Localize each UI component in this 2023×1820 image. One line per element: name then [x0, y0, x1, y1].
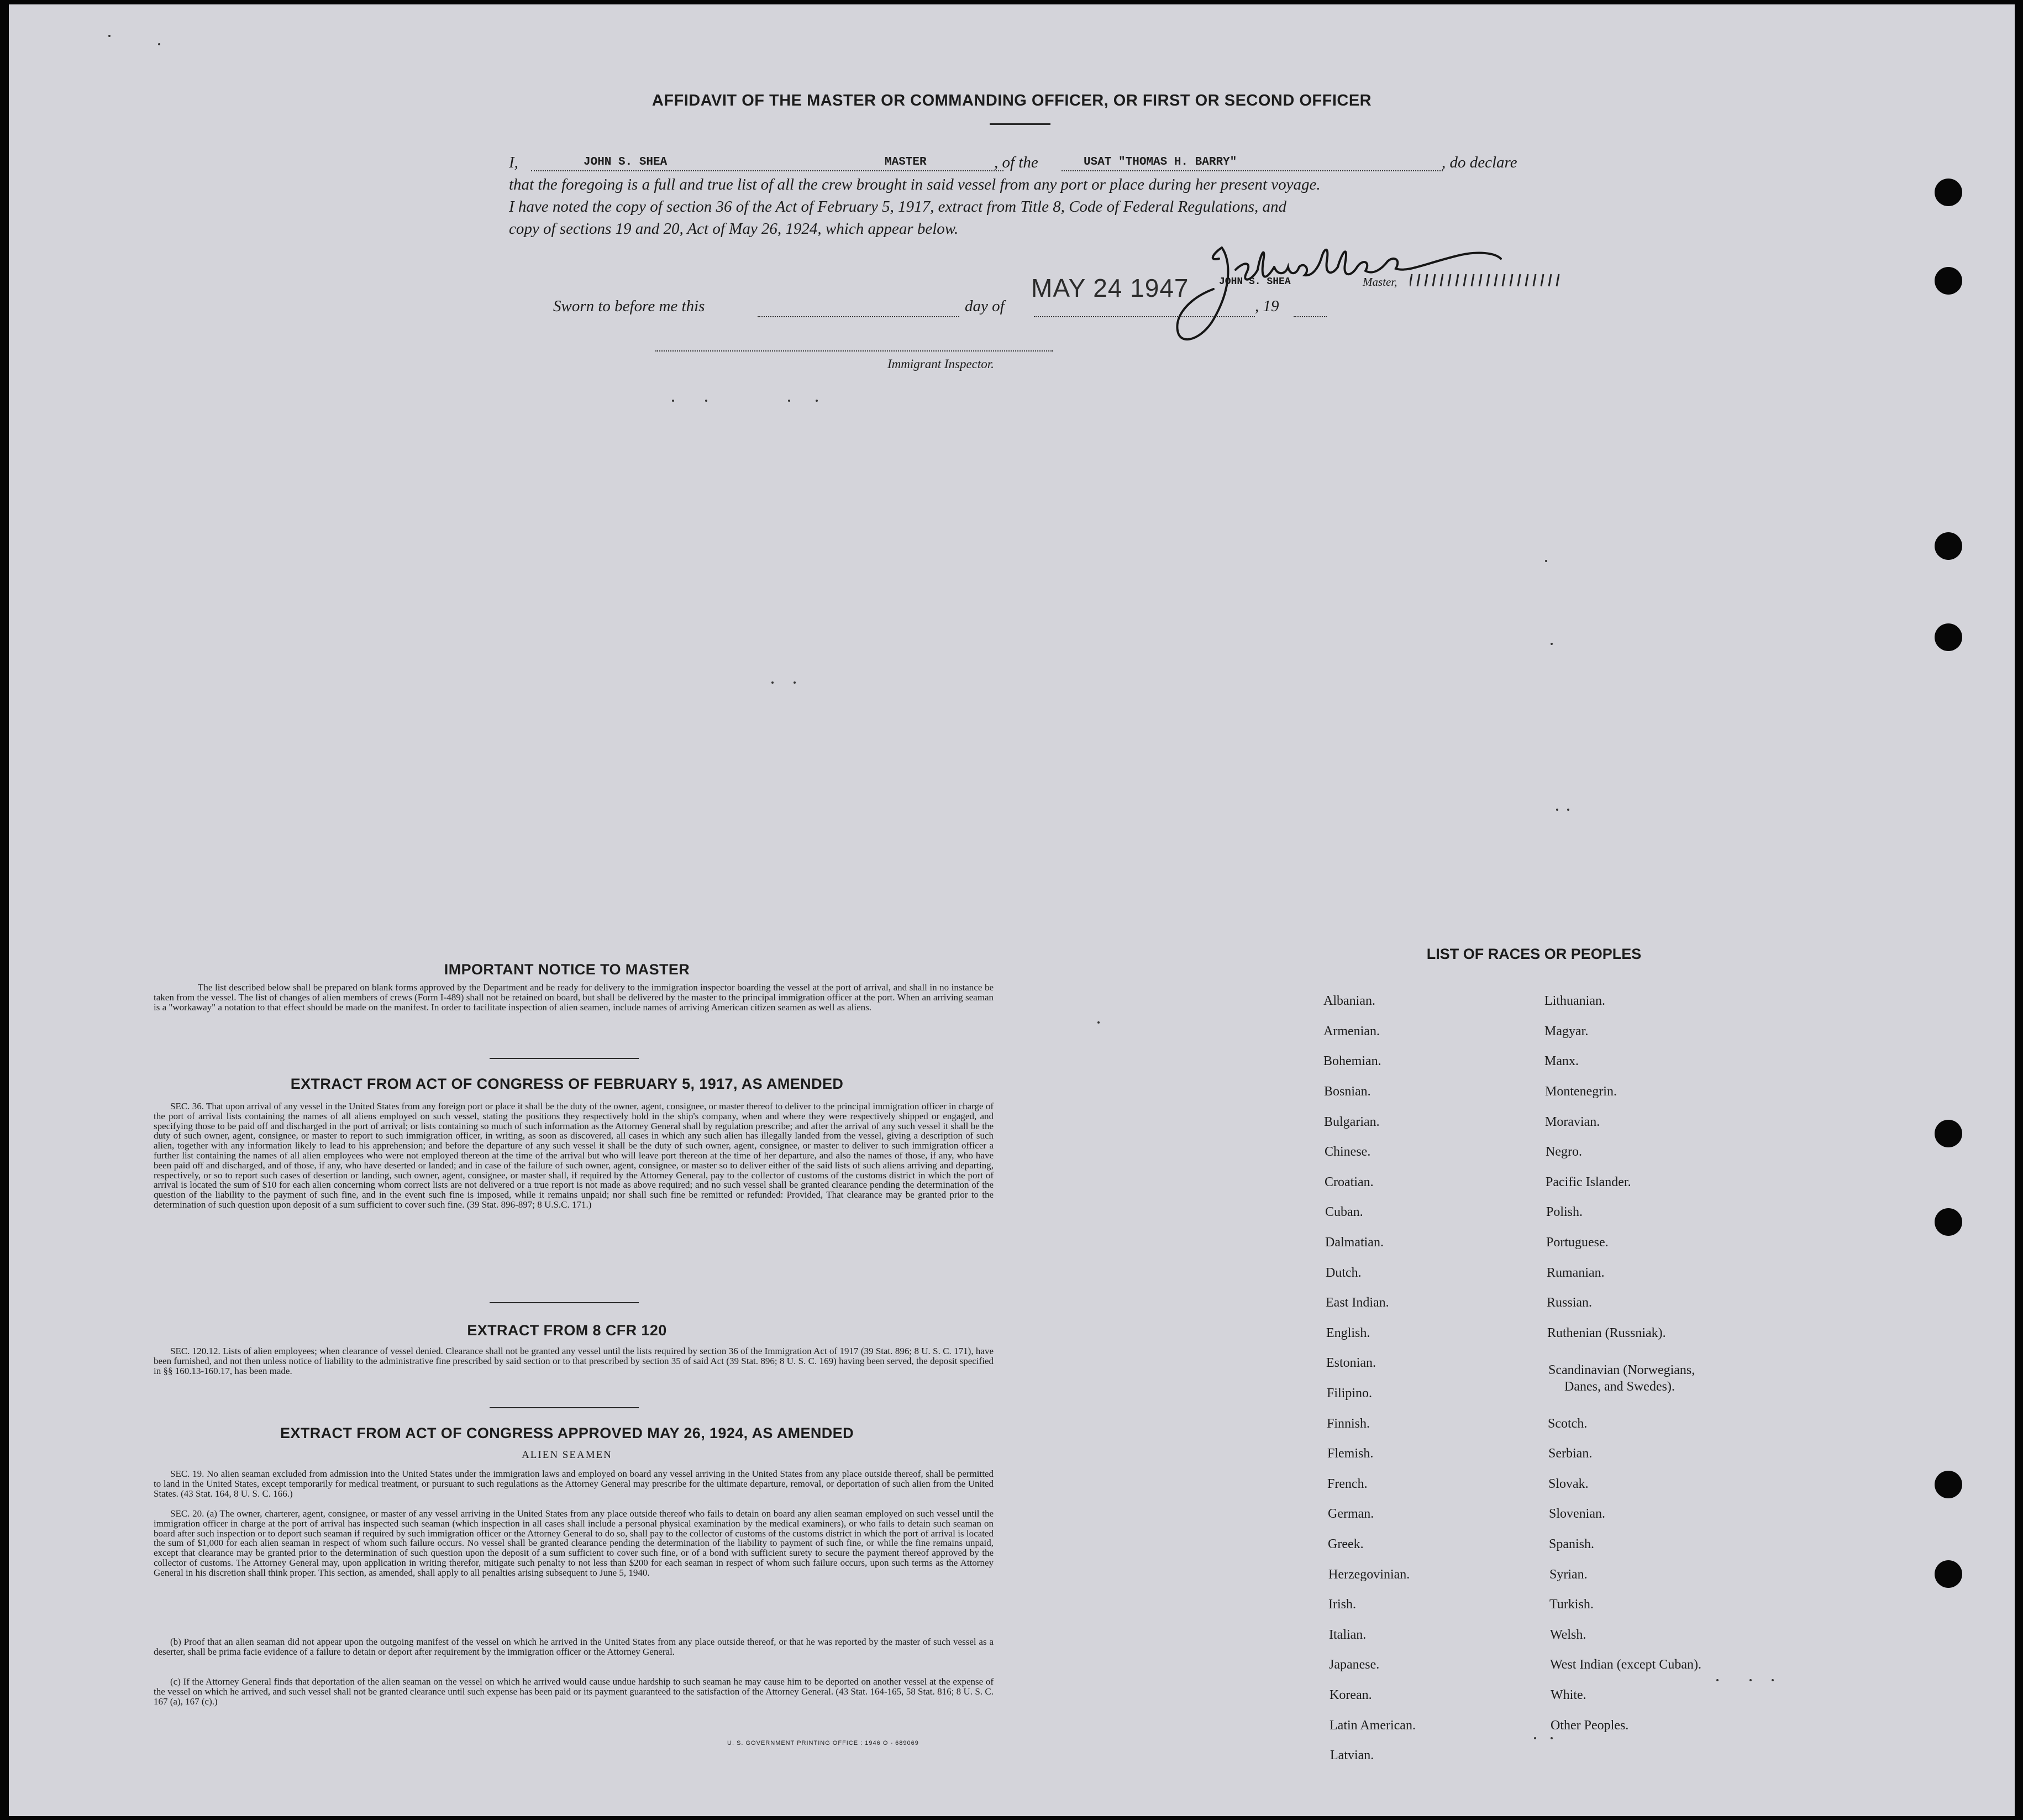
of-the-text: , of the [994, 154, 1038, 171]
notice-body: The list described below shall be prepared on blank forms approved by the Department and be ready for delivery to the immigration inspector boarding the vessel at the port of arrival, and shall in no instance be taken from the vessel. The list of changes of alien members of crews (Form I-489) shall not be retained on board, but shall be delivered by the master to the principal immigration officer at the port. When an arriving seaman is a "workaway" a notation to that effect should be made on the manifest. In order to facilitate inspection of alien seamen, include names of arriving American citizen seamen as well as aliens. [154, 982, 994, 1013]
binder-hole [1935, 1120, 1962, 1147]
extract-cfr-divider [490, 1407, 639, 1408]
declarant-prefix: I, [509, 154, 518, 171]
race-item: Herzegovinian. [1328, 1567, 1410, 1582]
race-item: Albanian. [1323, 994, 1375, 1008]
day-of-text: day of [965, 297, 1005, 315]
race-item: Latvian. [1330, 1748, 1374, 1763]
sec-20a-text: SEC. 20. (a) The owner, charterer, agent, consignee, or master of any vessel arriving in the United States from any place outside thereof who fails to detain on board any alien seaman employed on such vessel until the immigration officer in charge at the port of arrival has inspected such seaman (which inspection in all cases shall include a personal physical examination by the medical examiners), or who fails to detain such seaman on board after such inspection or to deport such seaman if required by such immigration officer or the Attorney General to do so, shall pay to the collector of customs of the customs district in which the port of arrival is located the sum of $1,000 for each alien seaman in respect of whom such failure occurs. No vessel shall be granted clearance pending the determination of the liability to payment of such fine, or while the fine remains unpaid, except that clearance may be granted prior to the determination of such question upon the deposit of a sum sufficient to cover such fine, or of a bond with sufficient surety to secure the payment thereof approved by the collector of customs. The Attorney General may, upon application in writing therefor, mitigate such penalty to not less than $200 for each seaman in respect of whom such failure occurs, upon such terms as the Attorney General in his discretion shall think proper. This section, as amended, shall apply to all penalties arising subsequent to June 5, 1940. [154, 1508, 994, 1578]
printing-office-note: U. S. GOVERNMENT PRINTING OFFICE : 1946 O - 689069 [727, 1740, 919, 1746]
inspector-signature-line [655, 350, 1053, 352]
race-item: Lithuanian. [1544, 994, 1605, 1008]
race-item: Magyar. [1544, 1024, 1589, 1038]
race-item: Spanish. [1549, 1537, 1595, 1551]
declaration-line-2: that the foregoing is a full and true list of all the crew brought in said vessel from any port or place during her present voyage. [509, 176, 1321, 193]
master-label: Master, [1363, 275, 1397, 289]
race-item: Polish. [1546, 1205, 1583, 1219]
race-item: Turkish. [1549, 1597, 1594, 1612]
race-item: Bohemian. [1323, 1054, 1381, 1068]
handwritten-signature [1169, 237, 1512, 347]
race-item: White. [1551, 1688, 1586, 1702]
race-item: Estonian. [1326, 1356, 1376, 1370]
vessel-name: USAT "THOMAS H. BARRY" [1084, 156, 1237, 169]
race-item: Armenian. [1323, 1024, 1380, 1038]
race-item: Negro. [1546, 1145, 1582, 1159]
binder-hole [1935, 1471, 1962, 1498]
affidavit-title: AFFIDAVIT OF THE MASTER OR COMMANDING OFFICER, OR FIRST OR SECOND OFFICER [651, 92, 1372, 109]
extract-1924-subtitle: ALIEN SEAMEN [522, 1449, 612, 1461]
sec-19-text: SEC. 19. No alien seaman excluded from admission into the United States under the immigration laws and employed on board any vessel arriving in the United States from any place outside thereof, shall be permitted to land in the United States, except temporarily for medical treatment, or pursuant to such regulations as the Attorney General may prescribe for the ultimate departure, removal, or deportation of such alien from the United States. (43 Stat. 164, 8 U. S. C. 166.) [154, 1468, 994, 1499]
sec-20b-text: (b) Proof that an alien seaman did not appear upon the outgoing manifest of the vessel on which he arrived in the United States from any place outside thereof, or that he was reported by the master of such vessel as a deserter, shall be prima facie evidence of a failure to detain or deport after requirement by the immigration officer or the Attorney General. [154, 1637, 994, 1657]
sec-20c-text: (c) If the Attorney General finds that deportation of the alien seaman on the vessel on which he arrived would cause undue hardship to such seaman he may cause him to be deported on another vessel at the expense of the vessel on which he arrived, and such vessel shall not be granted clearance until such expense has been paid or its payment guaranteed to the satisfaction of the Attorney General. (43 Stat. 164-165, 58 Stat. 816; 8 U. S. C. 167 (a), 167 (c).) [154, 1676, 994, 1707]
binder-hole [1935, 1560, 1962, 1588]
race-item: Slovak. [1548, 1477, 1589, 1491]
sworn-text: Sworn to before me this [553, 297, 705, 315]
race-item: Greek. [1328, 1537, 1364, 1551]
race-item: Italian. [1329, 1628, 1367, 1642]
date-stamp: MAY 24 1947 [1031, 274, 1189, 302]
inspector-label: Immigrant Inspector. [887, 357, 994, 371]
race-item: Bulgarian. [1324, 1115, 1380, 1129]
race-item: Danes, and Swedes). [1564, 1380, 1675, 1394]
extract-1924-title: EXTRACT FROM ACT OF CONGRESS APPROVED MAY 26, 1924, AS AMENDED [280, 1425, 854, 1441]
notice-divider [490, 1058, 639, 1059]
race-item: Other Peoples. [1551, 1718, 1629, 1733]
binder-hole [1935, 1208, 1962, 1236]
race-item: Pacific Islander. [1546, 1175, 1631, 1189]
race-item: Irish. [1328, 1597, 1356, 1612]
typed-signature: JOHN S. SHEA [1219, 276, 1291, 287]
race-item: Syrian. [1549, 1567, 1588, 1582]
races-title: LIST OF RACES OR PEOPLES [1426, 946, 1642, 962]
race-item: German. [1328, 1507, 1374, 1521]
race-item: West Indian (except Cuban). [1550, 1658, 1701, 1672]
declaration-line-3: I have noted the copy of section 36 of the Act of February 5, 1917, extract from Title 8, Code of Federal Regulations, and [509, 198, 1287, 216]
extract-cfr-body: SEC. 120.12. Lists of alien employees; when clearance of vessel denied. Clearance shall not be granted any vessel until the lists required by section 36 of the Immigration Act of 1917 (39 Stat. 896; 8 U. S. C. 171), have been furnished, and not then unless notice of liability to the administrative fine prescribed by said section or to that prescribed by section 35 of said Act (39 Stat. 896; 8 U. S. C. 169) having been served, the deposit specified in §§ 160.13-160.17, has been made. [154, 1346, 994, 1376]
race-item: Japanese. [1329, 1658, 1380, 1672]
extract-1917-title: EXTRACT FROM ACT OF CONGRESS OF FEBRUARY 5, 1917, AS AMENDED [290, 1076, 844, 1092]
declaration-line-4: copy of sections 19 and 20, Act of May 26, 1924, which appear below. [509, 220, 959, 238]
race-item: Dutch. [1326, 1266, 1362, 1280]
race-item: Scandinavian (Norwegians, [1548, 1363, 1695, 1377]
title-divider [990, 123, 1050, 125]
race-item: Montenegrin. [1545, 1084, 1617, 1099]
race-item: Korean. [1330, 1688, 1372, 1702]
race-item: Portuguese. [1546, 1235, 1609, 1250]
binder-hole [1935, 532, 1962, 560]
race-item: Bosnian. [1324, 1084, 1371, 1099]
do-declare-text: , do declare [1442, 154, 1517, 171]
race-item: Rumanian. [1547, 1266, 1605, 1280]
officer-rank: MASTER [885, 156, 927, 169]
race-item: Latin American. [1330, 1718, 1416, 1733]
race-item: Manx. [1544, 1054, 1579, 1068]
race-item: Slovenian. [1549, 1507, 1605, 1521]
binder-hole [1935, 179, 1962, 206]
master-name: JOHN S. SHEA [584, 156, 668, 169]
race-item: Filipino. [1327, 1386, 1373, 1401]
race-item: Finnish. [1327, 1417, 1370, 1431]
extract-1917-body: SEC. 36. That upon arrival of any vessel in the United States from any foreign port or place it shall be the duty of the owner, agent, consignee, or master thereof to deliver to the principal immigration officer in charge of the port of arrival lists containing the names of all aliens employed on such vessel, stating the positions they respectively hold in the ship's company, when and where they were respectively shipped or engaged, and specifying those to be paid off and discharged in the port of arrival; or lists containing so much of such information as the Attorney General shall by regulation prescribe; and after the arrival of any such vessel it shall be the duty of such owner, agent, consignee, or master to report to such immigration officer, in writing, as soon as discovered, all cases in which any such alien has illegally landed from the vessel, giving a description of such alien, together with any information likely to lead to his apprehension; and before the departure of any such vessel it shall be the duty of such owner, agent, consignee, or master to deliver to such immigration officer a further list containing the names of all alien employees who were not employed thereon at the time of the arrival but who will leave port thereon at the time of her departure, and also the names of those, if any, who have been paid off and discharged, and of those, if any, who have deserted or landed; and in case of the failure of such owner, agent, consignee, or master so to deliver either of the said lists of such aliens arriving and departing, respectively, or so to report such cases of desertion or landing, such owner, agent, consignee, or master shall, if required by the Attorney General, pay to the collector of customs of the customs district in which the port of arrival is located the sum of $10 for each alien concerning whom correct lists are not delivered or a true report is not made as above required; and no such vessel shall be granted clearance pending the determination of the question of the liability to the payment of such fine, and in the event such fine is imposed, while it remains unpaid; nor shall such fine be remitted or refunded: Provided, That clearance may be granted prior to the determination of such question upon deposit of a sum sufficient to cover such fine. (39 Stat. 896-897; 8 U.S.C. 171.) [154, 1101, 994, 1210]
race-item: Serbian. [1548, 1446, 1593, 1461]
race-item: French. [1327, 1477, 1368, 1491]
binder-hole [1935, 623, 1962, 651]
extract-cfr-title: EXTRACT FROM 8 CFR 120 [467, 1322, 667, 1339]
race-item: Flemish. [1327, 1446, 1374, 1461]
extract-1917-divider [490, 1302, 639, 1303]
race-item: Cuban. [1325, 1205, 1363, 1219]
race-item: Russian. [1547, 1295, 1593, 1310]
race-item: Dalmatian. [1325, 1235, 1384, 1250]
binder-hole [1935, 267, 1962, 295]
manifest-back-sheet [9, 4, 2015, 1816]
race-item: Moravian. [1545, 1115, 1600, 1129]
race-item: East Indian. [1326, 1295, 1389, 1310]
race-item: Ruthenian (Russniak). [1547, 1326, 1666, 1340]
race-item: Welsh. [1550, 1628, 1586, 1642]
year-prefix: , 19 [1255, 297, 1279, 315]
race-item: English. [1326, 1326, 1370, 1340]
race-item: Chinese. [1325, 1145, 1371, 1159]
notice-title: IMPORTANT NOTICE TO MASTER [444, 961, 690, 978]
race-item: Croatian. [1325, 1175, 1374, 1189]
race-item: Scotch. [1548, 1417, 1588, 1431]
